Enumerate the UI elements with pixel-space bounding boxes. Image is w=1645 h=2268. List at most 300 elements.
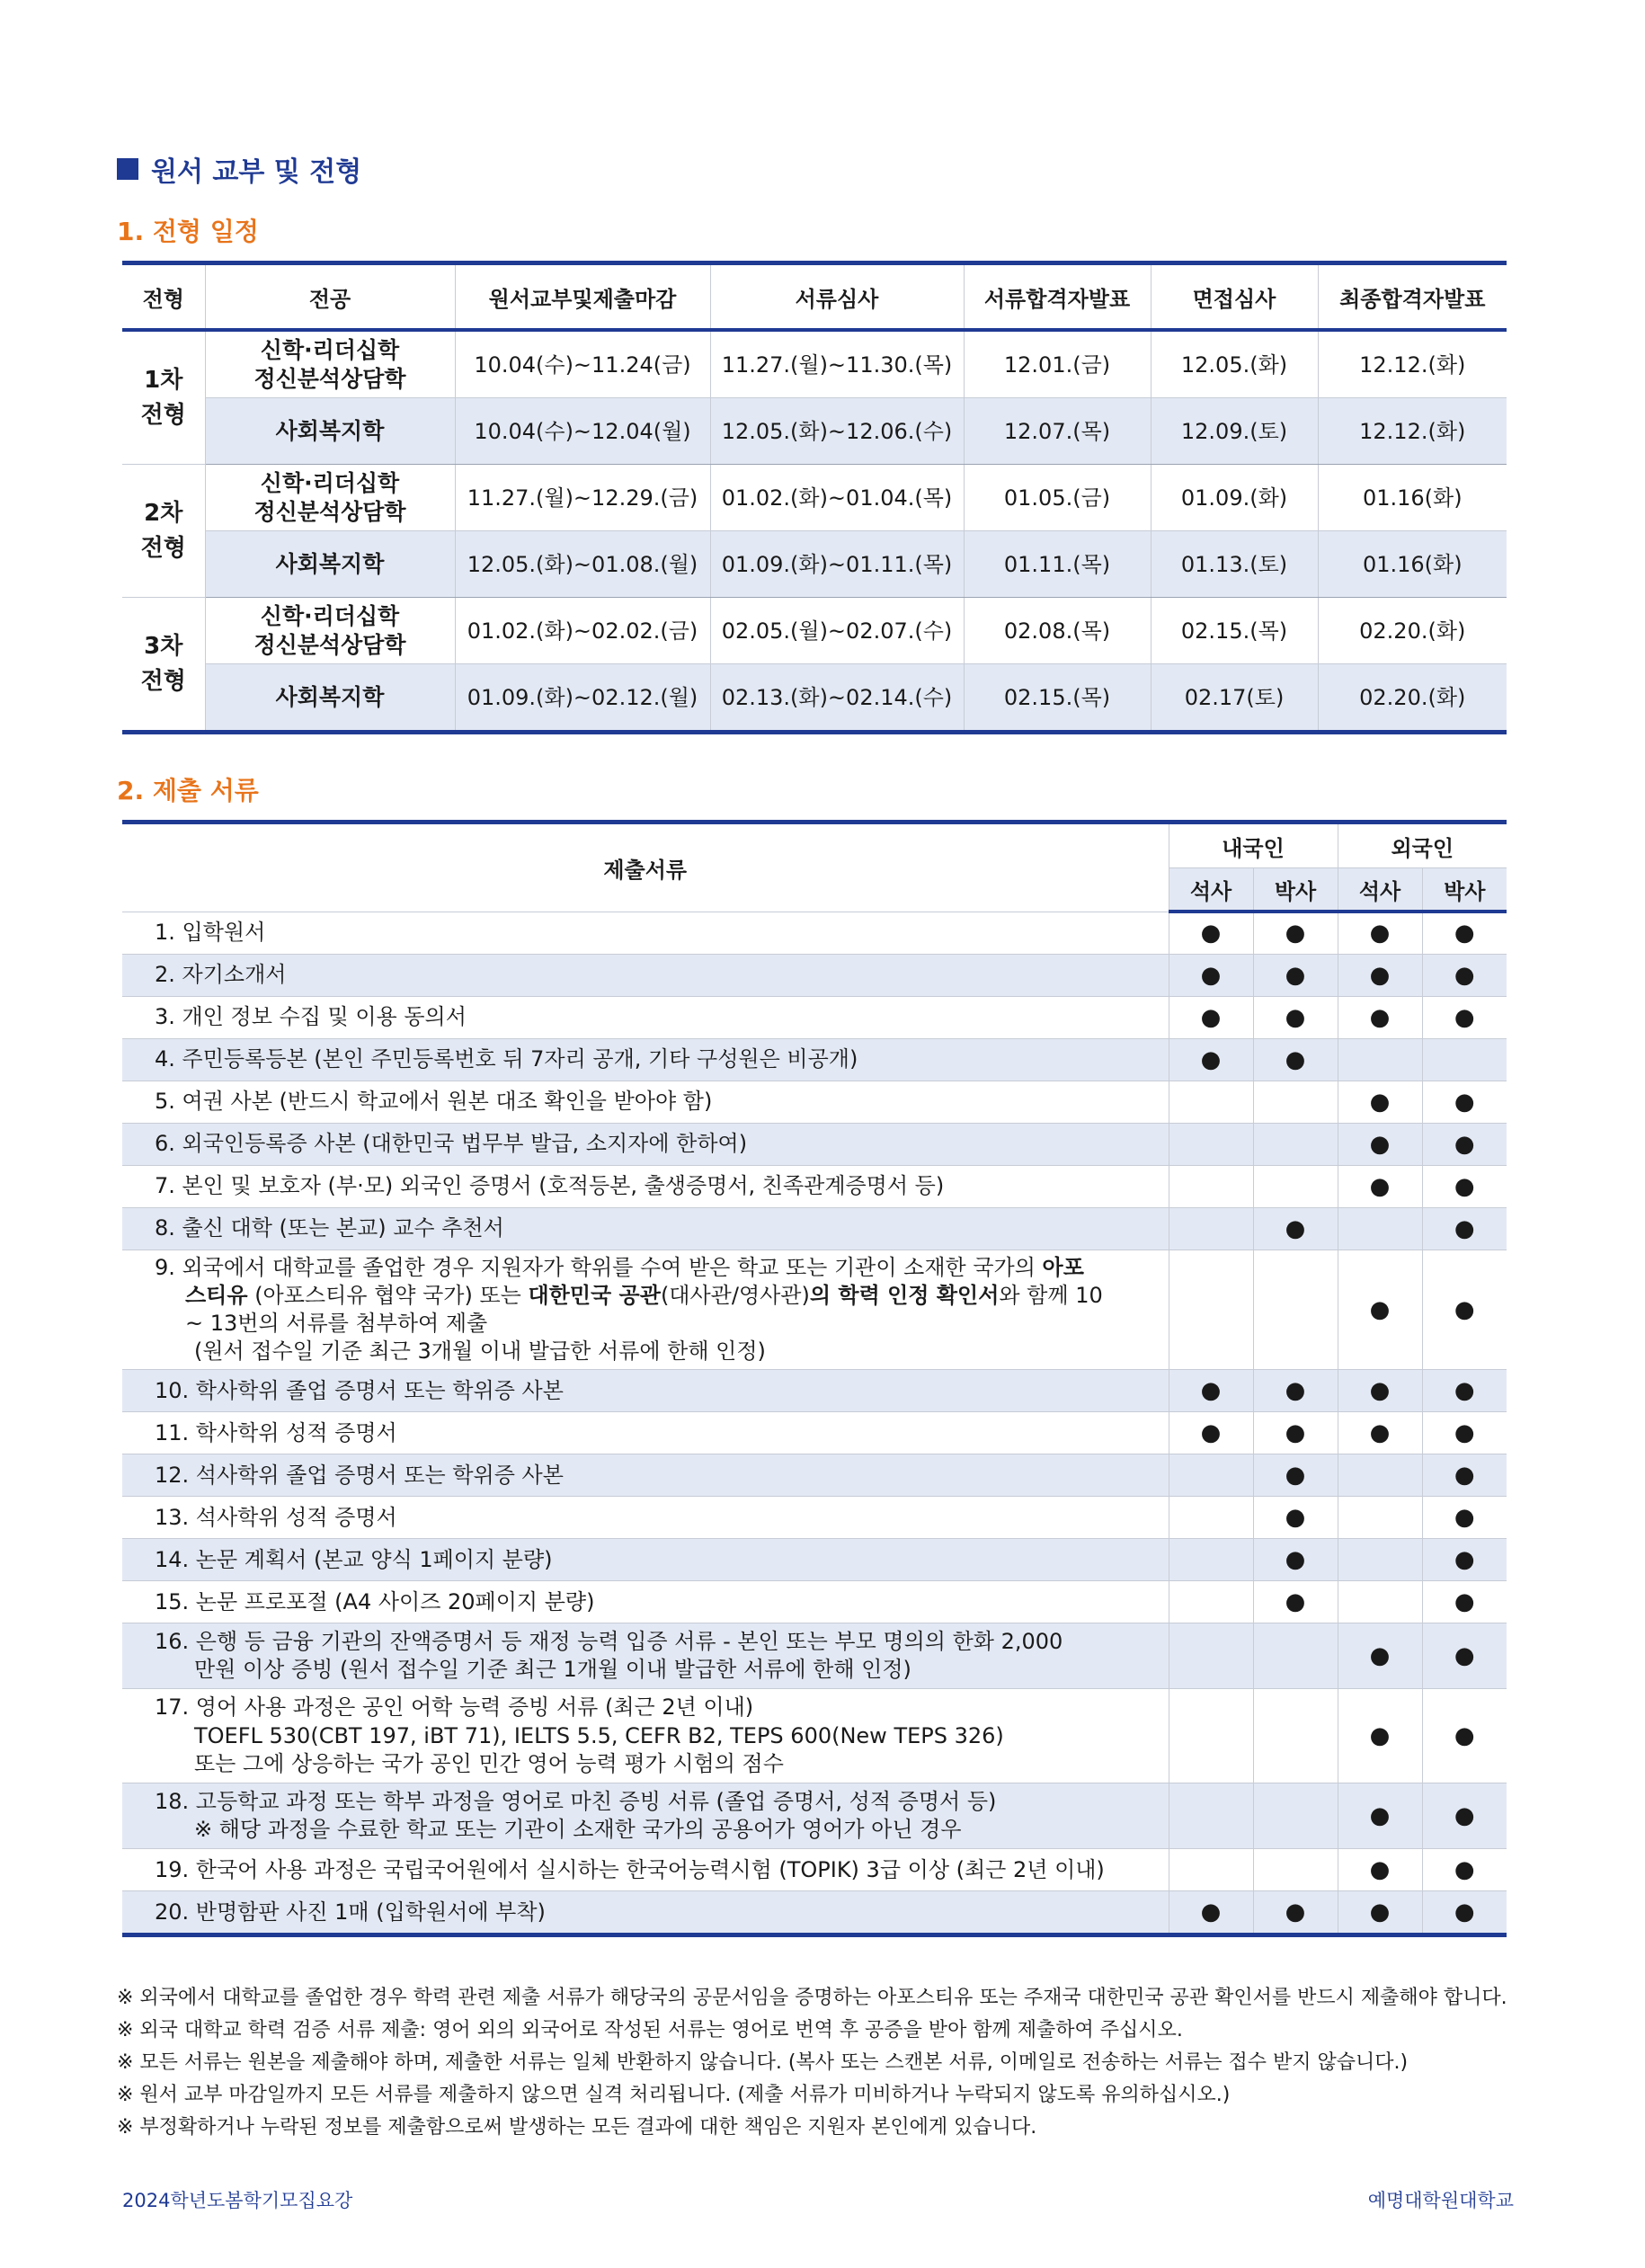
- requirement-cell: [1169, 1250, 1253, 1370]
- requirement-cell: [1169, 954, 1253, 996]
- document-item-text: 또는 그에 상응하는 국가 공인 민간 영어 능력 평가 시험의 점수: [194, 1750, 784, 1776]
- requirement-cell: [1338, 1539, 1422, 1581]
- required-dot-icon: ●: [1454, 1214, 1475, 1242]
- note-line: ※ 외국에서 대학교를 졸업한 경우 학력 관련 제출 서류가 해당국의 공문서임을 증명하는 아포스티유 또는 주재국 대한민국 공관 확인서를 반드시 제출해야 합니다.: [117, 1987, 1507, 2009]
- required-dot-icon: ●: [1454, 1377, 1475, 1405]
- document-item-text: 16. 은행 등 금융 기관의 잔액증명서 등 재정 능력 입증 서류 - 본인 또는 부모 명의의 한화 2,000: [155, 1629, 1063, 1655]
- document-row: [122, 1454, 1507, 1497]
- requirement-cell: [1422, 1891, 1507, 1935]
- required-dot-icon: ●: [1369, 1802, 1391, 1830]
- screening-cell: 01.09.(화)~01.11.(목): [710, 531, 964, 598]
- required-dot-icon: ●: [1369, 1172, 1391, 1200]
- document-item-text: ※ 해당 과정을 수료한 학교 또는 기관이 소재한 국가의 공용어가 영어가 아닌 경우: [194, 1817, 962, 1843]
- final-cell: 01.16(화): [1318, 531, 1507, 598]
- requirement-cell: [1169, 1497, 1253, 1539]
- col-header-domestic-master: 석사: [1169, 868, 1253, 912]
- document-row: [122, 1123, 1507, 1165]
- schedule-body: [122, 330, 1507, 733]
- stage-name-line: 3차: [144, 632, 183, 660]
- stage-cell: [122, 598, 205, 733]
- required-dot-icon: ●: [1369, 961, 1391, 989]
- required-dot-icon: ●: [1454, 1722, 1475, 1750]
- requirement-cell: [1253, 1207, 1338, 1250]
- requirement-cell: [1422, 1689, 1507, 1783]
- required-dot-icon: ●: [1285, 1546, 1306, 1574]
- section-title: [117, 149, 361, 189]
- document-item: [122, 1370, 1169, 1412]
- col-header-domestic: 내국인: [1169, 823, 1338, 868]
- document-item-text: 12. 석사학위 졸업 증명서 또는 학위증 사본: [155, 1462, 564, 1488]
- required-dot-icon: ●: [1285, 1377, 1306, 1405]
- doc-result-cell: 02.08.(목): [964, 598, 1151, 664]
- doc-result-cell: 01.11.(목): [964, 531, 1151, 598]
- requirement-cell: [1253, 996, 1338, 1038]
- requirement-cell: [1338, 954, 1422, 996]
- documents-subtitle: 2. 제출 서류: [117, 776, 259, 805]
- required-dot-icon: ●: [1200, 1419, 1222, 1447]
- required-dot-icon: ●: [1200, 1045, 1222, 1073]
- requirement-cell: [1338, 1412, 1422, 1454]
- application-cell: 12.05.(화)~01.08.(월): [455, 531, 710, 598]
- requirement-cell: [1253, 1412, 1338, 1454]
- document-item-line: [155, 1722, 1142, 1750]
- document-row: [122, 1165, 1507, 1207]
- major-name: 정신분석상담학: [253, 365, 406, 392]
- document-item-text: 3. 개인 정보 수집 및 이용 동의서: [155, 1003, 467, 1029]
- document-item-line: [155, 1130, 1142, 1158]
- document-item-text: 9. 외국에서 대학교를 졸업한 경우 지원자가 학위를 수여 받은 학교 또는 기관이 소재한 국가의: [155, 1254, 1043, 1280]
- document-item-text: 18. 고등학교 과정 또는 학부 과정을 영어로 마친 증빙 서류 (졸업 증명서, 성적 증명서 등): [155, 1789, 997, 1815]
- requirement-cell: [1253, 1250, 1338, 1370]
- required-dot-icon: ●: [1200, 1377, 1222, 1405]
- requirement-cell: [1338, 1891, 1422, 1935]
- document-item-text: ~ 13번의 서류를 첨부하여 제출: [185, 1310, 488, 1336]
- requirement-cell: [1422, 1849, 1507, 1891]
- requirement-cell: [1338, 1581, 1422, 1623]
- col-header-foreign-master: 석사: [1338, 868, 1422, 912]
- requirement-cell: [1169, 1689, 1253, 1783]
- document-item-line: [155, 961, 1142, 989]
- note-line: ※ 원서 교부 마감일까지 모든 서류를 제출하지 않으면 실격 처리됩니다. (제출 서류가 미비하거나 누락되지 않도록 유의하십시오.): [117, 2084, 1231, 2106]
- document-item-text: 13. 석사학위 성적 증명서: [155, 1504, 397, 1530]
- required-dot-icon: ●: [1285, 1504, 1306, 1532]
- required-dot-icon: ●: [1454, 1003, 1475, 1031]
- requirement-cell: [1338, 1081, 1422, 1123]
- document-item-line: [155, 1254, 1142, 1282]
- schedule-row: [122, 664, 1507, 733]
- document-row: [122, 1250, 1507, 1370]
- required-dot-icon: ●: [1454, 1546, 1475, 1574]
- required-dot-icon: ●: [1285, 1899, 1306, 1926]
- document-item-line: [155, 1045, 1142, 1073]
- col-header-final: 최종합격자발표: [1318, 263, 1507, 331]
- requirement-cell: [1169, 1891, 1253, 1935]
- document-item-line: [155, 1546, 1142, 1574]
- document-item-text: (대사관/영사관): [660, 1282, 810, 1308]
- requirement-cell: [1253, 1539, 1338, 1581]
- square-bullet-icon: [117, 158, 138, 180]
- col-header-screening: 서류심사: [710, 263, 964, 331]
- document-item-text: (아포스티유 협약 국가) 또는: [247, 1282, 529, 1308]
- required-dot-icon: ●: [1200, 1003, 1222, 1031]
- document-item-text: 5. 여권 사본 (반드시 학교에서 원본 대조 확인을 받아야 함): [155, 1088, 713, 1114]
- document-row: [122, 1581, 1507, 1623]
- screening-cell: 01.02.(화)~01.04.(목): [710, 465, 964, 531]
- requirement-cell: [1338, 1165, 1422, 1207]
- required-dot-icon: ●: [1200, 961, 1222, 989]
- schedule-row: [122, 398, 1507, 465]
- required-dot-icon: ●: [1285, 920, 1306, 947]
- major-cell: [205, 531, 455, 598]
- document-item-line: [155, 919, 1142, 947]
- requirement-cell: [1422, 1623, 1507, 1689]
- final-cell: 12.12.(화): [1318, 330, 1507, 398]
- requirement-cell: [1422, 996, 1507, 1038]
- requirement-cell: [1422, 1250, 1507, 1370]
- document-item-text: (원서 접수일 기준 최근 3개월 이내 발급한 서류에 한해 인정): [194, 1339, 766, 1365]
- col-header-foreign: 외국인: [1338, 823, 1507, 868]
- col-header-major: 전공: [205, 263, 455, 331]
- required-dot-icon: ●: [1369, 1899, 1391, 1926]
- application-cell: 11.27.(월)~12.29.(금): [455, 465, 710, 531]
- requirement-cell: [1422, 1081, 1507, 1123]
- document-item-text: 8. 출신 대학 (또는 본교) 교수 추천서: [155, 1214, 504, 1241]
- major-name: 신학·리더십학: [260, 603, 400, 630]
- requirement-cell: [1338, 996, 1422, 1038]
- stage-cell: [122, 465, 205, 598]
- interview-cell: 01.13.(토): [1151, 531, 1318, 598]
- final-cell: 02.20.(화): [1318, 598, 1507, 664]
- requirement-cell: [1169, 1849, 1253, 1891]
- document-item-line: [155, 1310, 1142, 1338]
- stage-name-line: 2차: [144, 499, 183, 527]
- document-item-text: 11. 학사학위 성적 증명서: [155, 1419, 397, 1445]
- col-header-foreign-doctor: 박사: [1422, 868, 1507, 912]
- document-item-line: [155, 1214, 1142, 1242]
- requirement-cell: [1253, 1849, 1338, 1891]
- required-dot-icon: ●: [1285, 1003, 1306, 1031]
- requirement-cell: [1338, 1038, 1422, 1081]
- major-name: 정신분석상담학: [253, 498, 406, 525]
- major-name: 사회복지학: [275, 550, 385, 577]
- requirement-cell: [1422, 1370, 1507, 1412]
- required-dot-icon: ●: [1454, 1172, 1475, 1200]
- document-item-text: 17. 영어 사용 과정은 공인 어학 능력 증빙 서류 (최근 2년 이내): [155, 1694, 754, 1721]
- document-item-line: [155, 1656, 1142, 1684]
- document-item-text: 아포: [1042, 1254, 1084, 1280]
- document-item-line: [155, 1628, 1142, 1656]
- section-title-text: 원서 교부 및 전형: [151, 156, 362, 188]
- document-item-text: 4. 주민등록등본 (본인 주민등록번호 뒤 7자리 공개, 기타 구성원은 비공개): [155, 1045, 858, 1072]
- requirement-cell: [1422, 1038, 1507, 1081]
- requirement-cell: [1422, 1412, 1507, 1454]
- document-row: [122, 1539, 1507, 1581]
- required-dot-icon: ●: [1454, 1588, 1475, 1616]
- requirement-cell: [1253, 1165, 1338, 1207]
- required-dot-icon: ●: [1369, 1377, 1391, 1405]
- doc-result-cell: 12.01.(금): [964, 330, 1151, 398]
- document-item-line: [155, 1172, 1142, 1200]
- major-name: 사회복지학: [275, 417, 385, 444]
- document-item: [122, 1623, 1169, 1689]
- document-item-line: [155, 1282, 1142, 1310]
- document-item-line: [155, 1788, 1142, 1816]
- requirement-cell: [1169, 996, 1253, 1038]
- document-item: [122, 1689, 1169, 1783]
- requirement-cell: [1253, 1689, 1338, 1783]
- footer-right: 예명대학원대학교: [1367, 2190, 1514, 2211]
- requirement-cell: [1169, 1370, 1253, 1412]
- document-item-text: 15. 논문 프로포절 (A4 사이즈 20페이지 분량): [155, 1588, 595, 1614]
- notes: [117, 1982, 1507, 2144]
- requirement-cell: [1253, 1783, 1338, 1849]
- stage-name-line: 전형: [140, 667, 186, 695]
- document-row: [122, 1207, 1507, 1250]
- document-item-line: [155, 1899, 1142, 1926]
- requirement-cell: [1422, 1454, 1507, 1497]
- screening-cell: 12.05.(화)~12.06.(수): [710, 398, 964, 465]
- required-dot-icon: ●: [1454, 1419, 1475, 1447]
- requirement-cell: [1169, 912, 1253, 954]
- major-cell: [205, 465, 455, 531]
- requirement-cell: [1253, 1581, 1338, 1623]
- document-item-text: 7. 본인 및 보호자 (부·모) 외국인 증명서 (호적등본, 출생증명서, 친족관계증명서 등): [155, 1172, 945, 1198]
- required-dot-icon: ●: [1285, 1588, 1306, 1616]
- requirement-cell: [1253, 1038, 1338, 1081]
- document-item-line: [155, 1694, 1142, 1721]
- document-item-line: [155, 1856, 1142, 1884]
- required-dot-icon: ●: [1369, 920, 1391, 947]
- col-header-documents: 제출서류: [122, 823, 1169, 912]
- document-item: [122, 1038, 1169, 1081]
- stage-cell: [122, 330, 205, 465]
- document-item: [122, 1207, 1169, 1250]
- document-item: [122, 1891, 1169, 1935]
- document-item-text: 10. 학사학위 졸업 증명서 또는 학위증 사본: [155, 1377, 564, 1403]
- required-dot-icon: ●: [1285, 1214, 1306, 1242]
- final-cell: 01.16(화): [1318, 465, 1507, 531]
- requirement-cell: [1338, 1783, 1422, 1849]
- document-item: [122, 954, 1169, 996]
- required-dot-icon: ●: [1454, 1856, 1475, 1884]
- required-dot-icon: ●: [1369, 1856, 1391, 1884]
- required-dot-icon: ●: [1200, 920, 1222, 947]
- requirement-cell: [1338, 1370, 1422, 1412]
- requirement-cell: [1338, 1689, 1422, 1783]
- documents-table: [122, 820, 1507, 1937]
- interview-cell: 01.09.(화): [1151, 465, 1318, 531]
- requirement-cell: [1422, 912, 1507, 954]
- document-row: [122, 1783, 1507, 1849]
- required-dot-icon: ●: [1454, 1462, 1475, 1490]
- required-dot-icon: ●: [1200, 1899, 1222, 1926]
- document-item-line: [155, 1462, 1142, 1490]
- document-item: [122, 912, 1169, 954]
- document-item-text: 스티유: [185, 1282, 248, 1308]
- document-item-text: 1. 입학원서: [155, 919, 266, 945]
- major-name: 신학·리더십학: [260, 470, 400, 497]
- document-item-text: 14. 논문 계획서 (본교 양식 1페이지 분량): [155, 1546, 553, 1572]
- required-dot-icon: ●: [1454, 961, 1475, 989]
- requirement-cell: [1422, 1497, 1507, 1539]
- final-cell: 12.12.(화): [1318, 398, 1507, 465]
- requirement-cell: [1338, 1497, 1422, 1539]
- document-item-text: 대한민국 공관: [528, 1282, 661, 1308]
- major-cell: [205, 330, 455, 398]
- interview-cell: 02.15.(목): [1151, 598, 1318, 664]
- document-item-text: 6. 외국인등록증 사본 (대한민국 법무부 발급, 소지자에 한하여): [155, 1130, 748, 1156]
- footer-left: 2024학년도봄학기모집요강: [122, 2190, 353, 2211]
- required-dot-icon: ●: [1454, 1130, 1475, 1158]
- required-dot-icon: ●: [1369, 1642, 1391, 1670]
- requirement-cell: [1253, 1891, 1338, 1935]
- requirement-cell: [1253, 912, 1338, 954]
- requirement-cell: [1422, 1123, 1507, 1165]
- required-dot-icon: ●: [1454, 1899, 1475, 1926]
- document-item-text: 와 함께 10: [999, 1282, 1103, 1308]
- schedule-subtitle: 1. 전형 일정: [117, 217, 259, 246]
- requirement-cell: [1253, 1623, 1338, 1689]
- requirement-cell: [1253, 1370, 1338, 1412]
- document-item-text: 19. 한국어 사용 과정은 국립국어원에서 실시하는 한국어능력시험 (TOPIK) 3급 이상 (최근 2년 이내): [155, 1856, 1105, 1882]
- required-dot-icon: ●: [1369, 1295, 1391, 1323]
- requirement-cell: [1169, 1539, 1253, 1581]
- interview-cell: 02.17(토): [1151, 664, 1318, 733]
- doc-result-cell: 12.07.(목): [964, 398, 1151, 465]
- document-item-line: [155, 1003, 1142, 1031]
- major-cell: [205, 398, 455, 465]
- document-item: [122, 1849, 1169, 1891]
- document-item: [122, 1497, 1169, 1539]
- requirement-cell: [1169, 1783, 1253, 1849]
- document-item-line: [155, 1816, 1142, 1844]
- required-dot-icon: ●: [1285, 1045, 1306, 1073]
- interview-cell: 12.05.(화): [1151, 330, 1318, 398]
- document-row: [122, 1370, 1507, 1412]
- requirement-cell: [1422, 1165, 1507, 1207]
- col-header-interview: 면접심사: [1151, 263, 1318, 331]
- document-item: [122, 1081, 1169, 1123]
- document-row: [122, 1081, 1507, 1123]
- screening-cell: 02.05.(월)~02.07.(수): [710, 598, 964, 664]
- interview-cell: 12.09.(토): [1151, 398, 1318, 465]
- document-item-line: [155, 1338, 1142, 1365]
- requirement-cell: [1253, 1497, 1338, 1539]
- stage-name-line: 전형: [140, 534, 186, 562]
- required-dot-icon: ●: [1369, 1088, 1391, 1116]
- major-cell: [205, 598, 455, 664]
- requirement-cell: [1169, 1038, 1253, 1081]
- schedule-table: [122, 261, 1507, 734]
- required-dot-icon: ●: [1454, 1088, 1475, 1116]
- document-row: [122, 1412, 1507, 1454]
- col-header-doc-result: 서류합격자발표: [964, 263, 1151, 331]
- stage-name-line: 1차: [144, 366, 183, 394]
- document-item: [122, 1123, 1169, 1165]
- documents-body: [122, 912, 1507, 1935]
- required-dot-icon: ●: [1369, 1130, 1391, 1158]
- schedule-row: [122, 330, 1507, 398]
- document-item-line: [155, 1750, 1142, 1778]
- requirement-cell: [1169, 1581, 1253, 1623]
- document-row: [122, 1849, 1507, 1891]
- requirement-cell: [1338, 1623, 1422, 1689]
- document-item: [122, 996, 1169, 1038]
- document-item: [122, 1783, 1169, 1849]
- requirement-cell: [1169, 1412, 1253, 1454]
- requirement-cell: [1338, 1849, 1422, 1891]
- document-row: [122, 1497, 1507, 1539]
- requirement-cell: [1253, 1081, 1338, 1123]
- note-line: ※ 외국 대학교 학력 검증 서류 제출: 영어 외의 외국어로 작성된 서류는 영어로 번역 후 공증을 받아 함께 제출하여 주십시오.: [117, 2019, 1183, 2041]
- requirement-cell: [1422, 1783, 1507, 1849]
- document-item: [122, 1412, 1169, 1454]
- document-item-text: TOEFL 530(CBT 197, iBT 71), IELTS 5.5, CEFR B2, TEPS 600(New TEPS 326): [194, 1722, 1004, 1748]
- required-dot-icon: ●: [1454, 1642, 1475, 1670]
- requirement-cell: [1422, 1539, 1507, 1581]
- document-item-text: 2. 자기소개서: [155, 961, 287, 987]
- col-header-domestic-doctor: 박사: [1253, 868, 1338, 912]
- document-item-text: 만원 이상 증빙 (원서 접수일 기준 최근 1개월 이내 발급한 서류에 한해 인정): [194, 1657, 911, 1683]
- required-dot-icon: ●: [1454, 920, 1475, 947]
- col-header-application: 원서교부및제출마감: [455, 263, 710, 331]
- requirement-cell: [1338, 912, 1422, 954]
- schedule-header-row: [122, 263, 1507, 331]
- requirement-cell: [1169, 1123, 1253, 1165]
- application-cell: 01.09.(화)~02.12.(월): [455, 664, 710, 733]
- document-item-text: 20. 반명함판 사진 1매 (입학원서에 부착): [155, 1899, 546, 1925]
- document-item: [122, 1581, 1169, 1623]
- document-item: [122, 1165, 1169, 1207]
- requirement-cell: [1253, 954, 1338, 996]
- required-dot-icon: ●: [1285, 1419, 1306, 1447]
- required-dot-icon: ●: [1454, 1295, 1475, 1323]
- document-row: [122, 996, 1507, 1038]
- requirement-cell: [1422, 1581, 1507, 1623]
- col-header-stage: 전형: [122, 263, 205, 331]
- requirement-cell: [1169, 1454, 1253, 1497]
- final-cell: 02.20.(화): [1318, 664, 1507, 733]
- required-dot-icon: ●: [1285, 1462, 1306, 1490]
- document-row: [122, 912, 1507, 954]
- doc-result-cell: 01.05.(금): [964, 465, 1151, 531]
- document-row: [122, 1689, 1507, 1783]
- requirement-cell: [1338, 1207, 1422, 1250]
- schedule-row: [122, 465, 1507, 531]
- note-line: ※ 모든 서류는 원본을 제출해야 하며, 제출한 서류는 일체 반환하지 않습니다. (복사 또는 스캔본 서류, 이메일로 전송하는 서류는 접수 받지 않습니다.): [117, 2051, 1409, 2074]
- requirement-cell: [1253, 1123, 1338, 1165]
- document-row: [122, 1891, 1507, 1935]
- requirement-cell: [1422, 1207, 1507, 1250]
- requirement-cell: [1169, 1207, 1253, 1250]
- document-item-line: [155, 1504, 1142, 1532]
- note-line: ※ 부정확하거나 누락된 정보를 제출함으로써 발생하는 모든 결과에 대한 책임은 지원자 본인에게 있습니다.: [117, 2116, 1037, 2139]
- screening-cell: 02.13.(화)~02.14.(수): [710, 664, 964, 733]
- application-cell: 10.04(수)~11.24(금): [455, 330, 710, 398]
- application-cell: 01.02.(화)~02.02.(금): [455, 598, 710, 664]
- application-cell: 10.04(수)~12.04(월): [455, 398, 710, 465]
- required-dot-icon: ●: [1369, 1419, 1391, 1447]
- document-row: [122, 1038, 1507, 1081]
- requirement-cell: [1338, 1123, 1422, 1165]
- major-name: 정신분석상담학: [253, 631, 406, 658]
- document-item-text: 의 학력 인정 확인서: [809, 1282, 1000, 1308]
- required-dot-icon: ●: [1369, 1722, 1391, 1750]
- requirement-cell: [1253, 1454, 1338, 1497]
- major-name: 사회복지학: [275, 683, 385, 710]
- doc-result-cell: 02.15.(목): [964, 664, 1151, 733]
- schedule-row: [122, 598, 1507, 664]
